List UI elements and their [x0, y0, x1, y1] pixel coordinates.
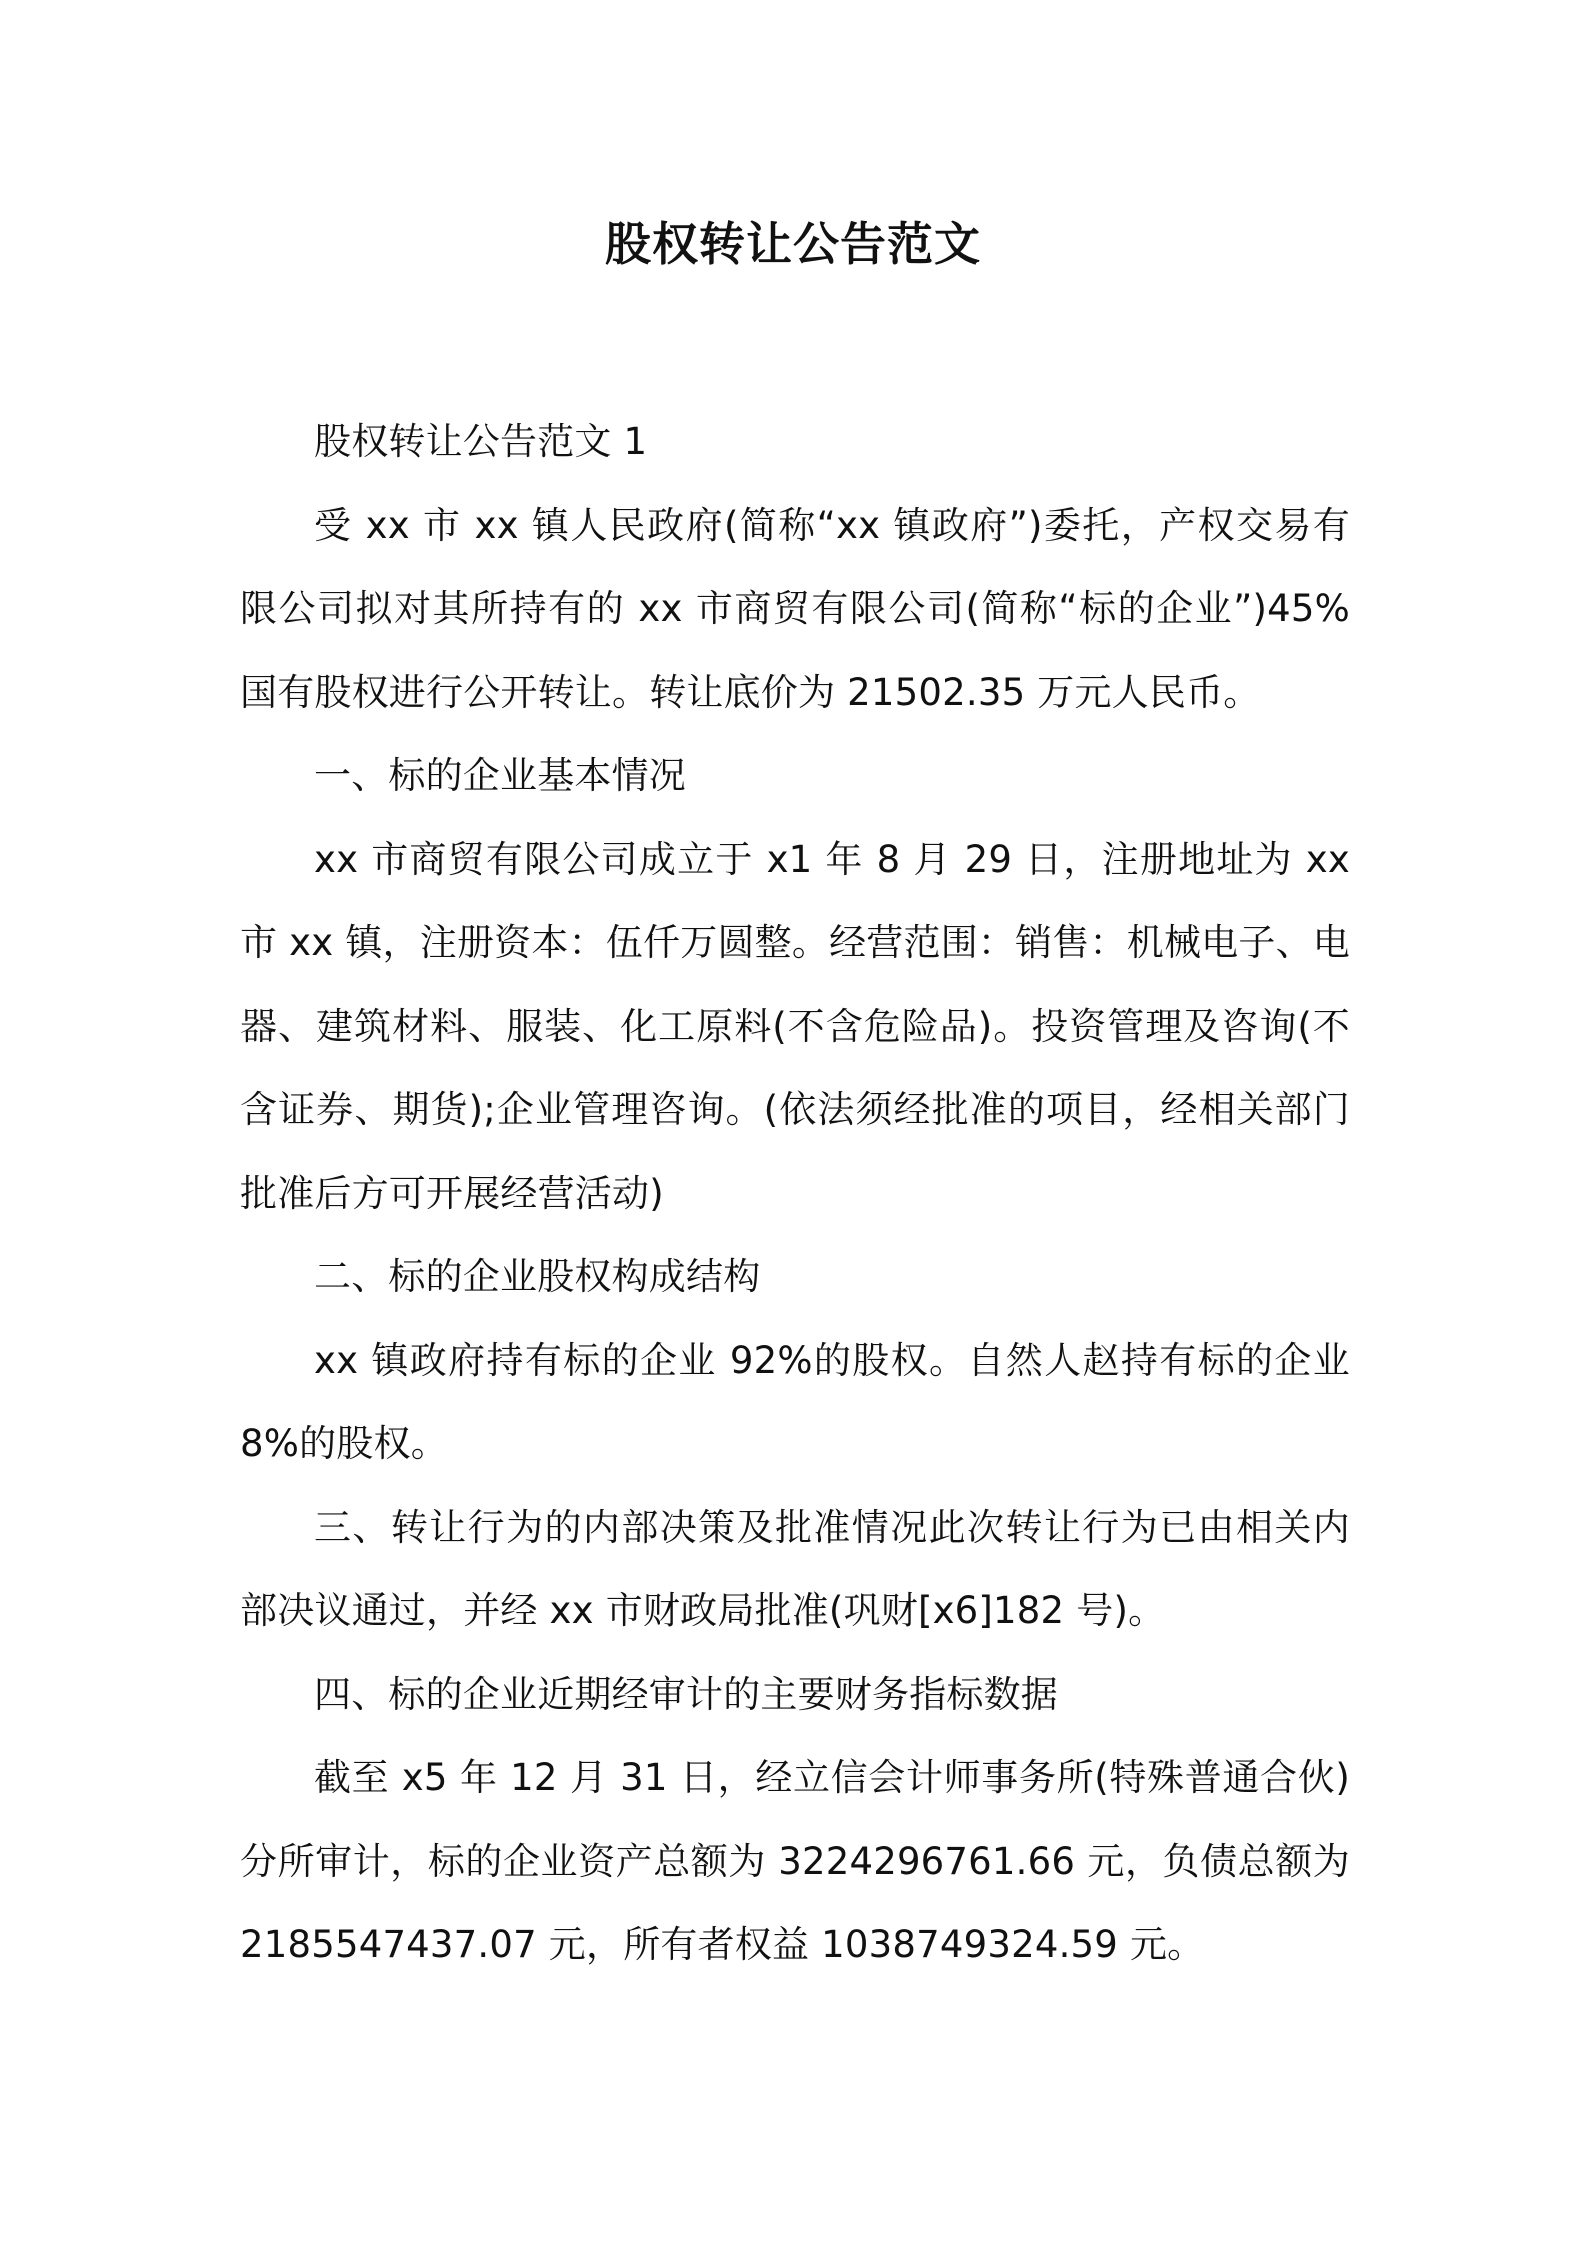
body-paragraph: xx 镇政府持有标的企业 92%的股权。自然人赵持有标的企业 8%的股权。 [240, 1338, 1350, 1465]
body-paragraph: 三、转让行为的内部决策及批准情况此次转让行为已由相关内部决议通过，并经 xx 市财政局批准(巩财[x6]182 号)。 [240, 1505, 1350, 1632]
document-body [240, 400, 1350, 1987]
section-heading: 一、标的企业基本情况 [314, 754, 686, 797]
section-heading: 四、标的企业近期经审计的主要财务指标数据 [314, 1672, 1058, 1716]
body-paragraph: 截至 x5 年 12 月 31 日，经立信会计师事务所(特殊普通合伙)分所审计，标的企业资产总额为 3224296761.66 元，负债总额为 2185547437.07 元，所有者权益 1038749324.59 元。 [240, 1756, 1350, 1966]
body-paragraph: xx 市商贸有限公司成立于 x1 年 8 月 29 日，注册地址为 xx 市 xx 镇，注册资本：伍仟万圆整。经营范围：销售：机械电子、电器、建筑材料、服装、化工原料(不含危险品)。投资管理及咨询(不含证券、期货);企业管理咨询。(依法须经批准的项目，经相关部门批准后方可开展经营活动) [240, 837, 1350, 1215]
body-paragraph: 受 xx 市 xx 镇人民政府(简称“xx 镇政府”)委托，产权交易有限公司拟对其所持有的 xx 市商贸有限公司(简称“标的企业”)45%国有股权进行公开转让。转让底价为 21502.35 万元人民币。 [240, 503, 1350, 714]
section-heading: 二、标的企业股权构成结构 [314, 1255, 761, 1298]
section-heading: 股权转让公告范文 1 [314, 420, 648, 463]
document-title: 股权转让公告范文 [605, 217, 981, 271]
